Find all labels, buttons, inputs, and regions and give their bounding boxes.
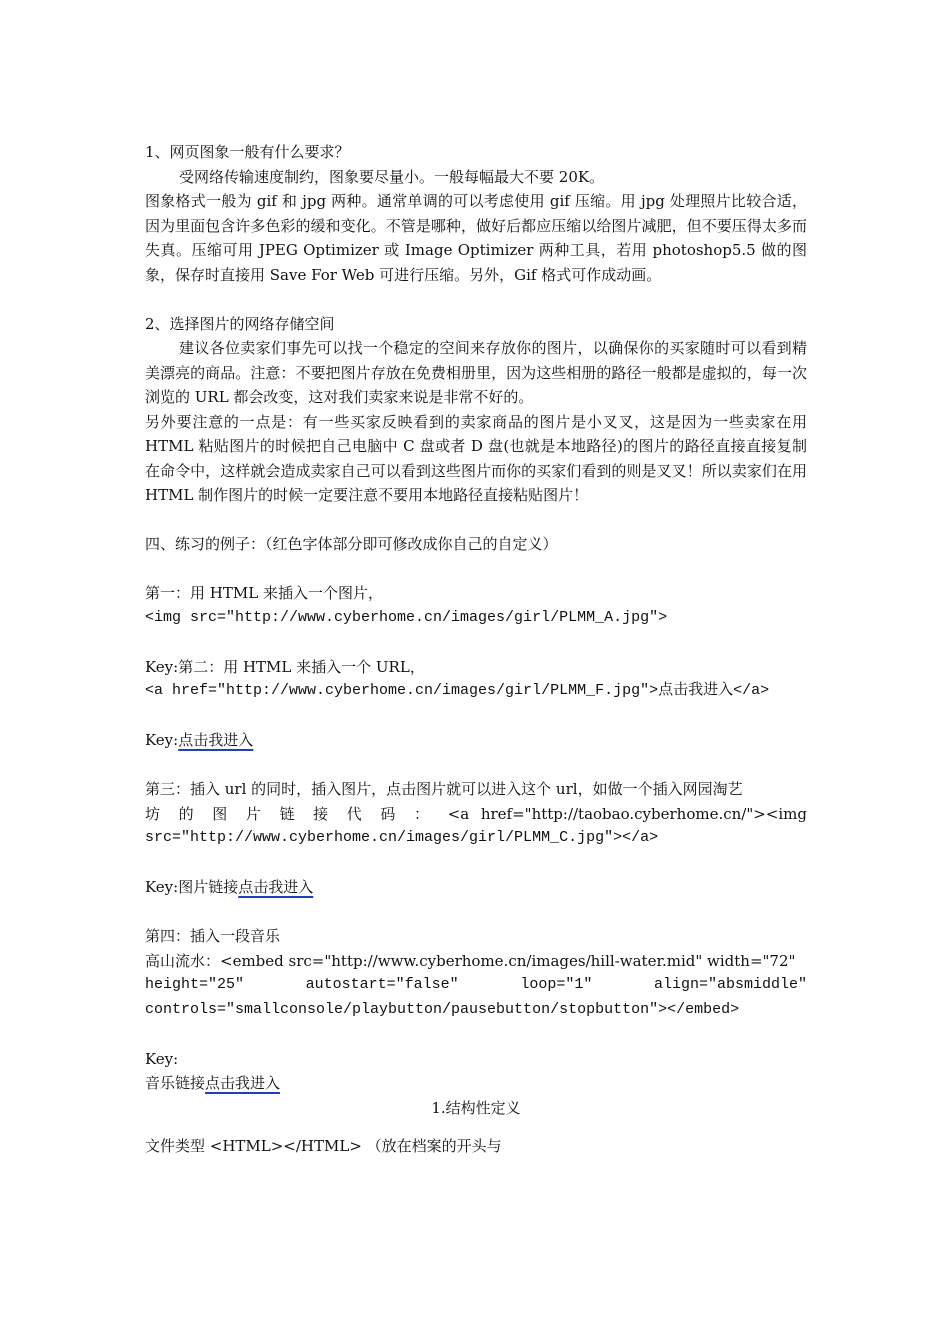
example-1-title: 第一：用 HTML 来插入一个图片，: [145, 584, 383, 602]
example-4-line-3: controls="smallconsole/playbutton/pausebutton/stopbutton"></embed>: [145, 1000, 740, 1018]
example-4-title: 第四：插入一段音乐: [145, 927, 281, 945]
example-2-link[interactable]: 点击我进入: [178, 731, 254, 749]
example-1-code: <img src="http://www.cyberhome.cn/images/girl/PLMM_A.jpg">: [145, 608, 668, 626]
structural-definition-line: 文件类型 <HTML></HTML> （放在档案的开头与: [145, 1137, 502, 1155]
example-4-link[interactable]: 点击我进入: [205, 1074, 281, 1092]
key-label: Key:: [145, 731, 179, 749]
example-3-line-3: src="http://www.cyberhome.cn/images/girl/PLMM_C.jpg"></a>: [145, 829, 659, 846]
section-2-paragraph-2: 另外要注意的一点是：有一些买家反映看到的卖家商品的图片是小叉叉，这是因为一些卖家在用 HTML 粘贴图片的时候把自己电脑中 C 盘或者 D 盘(也就是本地路径)的图片的路径直接直接复制在命令中，这样就会造成卖家自己可以看到这些图片而你的买家们看到的则是叉叉！所以卖家们在用 HTML 制作图片的时候一定要注意不要用本地路径直接粘贴图片！: [145, 412, 807, 504]
section-2-paragraph-1: 建议各位卖家们事先可以找一个稳定的空间来存放你的图片，以确保你的买家随时可以看到精美漂亮的商品。注意：不要把图片存放在免费相册里，因为这些相册的路径一般都是虚拟的，每一次浏览的 URL 都会改变，这对我们卖家来说是非常不好的。: [145, 339, 807, 406]
section-1-title: 1、网页图象一般有什么要求？: [145, 143, 350, 161]
example-3-line-1: 第三：插入 url 的同时，插入图片，点击图片就可以进入这个 url，如做一个插入网园淘艺: [145, 780, 743, 798]
example-4-key: Key:: [145, 1049, 179, 1068]
example-4-link-line: [145, 1071, 807, 1096]
section-1-paragraph-2: 图象格式一般为 gif 和 jpg 两种。通常单调的可以考虑使用 gif 压缩。用 jpg 处理照片比较合适，因为里面包含许多色彩的缓和变化。不管是哪种，做好后都应压缩以给图片减肥，但不要压得太多而失真。压缩可用 JPEG Optimizer 或 Image Optimizer 两种工具，若用 photoshop5.5 做的图象，保存时直接用 Save For Web 可进行压缩。另外，Gif 格式可作成动画。: [145, 192, 807, 284]
section-4-title: 四、练习的例子：（红色字体部分即可修改成你自己的自定义）: [145, 535, 558, 553]
music-link-label: 音乐链接: [145, 1074, 206, 1092]
key-label: Key:图片链接: [145, 878, 239, 896]
document-page: [145, 140, 807, 1159]
example-4-line-2: height="25" autostart="false" loop="1" align="absmiddle": [145, 976, 807, 993]
example-2-key: [145, 728, 807, 753]
section-1-paragraph-1: 受网络传输速度制约，图象要尽量小。一般每幅最大不要 20K。: [179, 167, 605, 186]
section-heading-structural: 1.结构性定义: [431, 1098, 521, 1117]
example-4-line-1: 高山流水：<embed src="http://www.cyberhome.cn/images/hill-water.mid" width="72": [145, 951, 796, 970]
example-3-line-2: 坊 的 图 片 链 接 代 码 ： <a href="http://taobao.cyberhome.cn/"><img: [145, 804, 807, 823]
example-3-link[interactable]: 点击我进入: [238, 878, 314, 896]
example-2-code: <a href="http://www.cyberhome.cn/images/girl/PLMM_F.jpg">点击我进入</a>: [145, 682, 770, 699]
example-2-title: Key:第二：用 HTML 来插入一个 URL，: [145, 657, 425, 676]
section-2-title: 2、选择图片的网络存储空间: [145, 314, 335, 333]
example-3-key: [145, 875, 807, 900]
